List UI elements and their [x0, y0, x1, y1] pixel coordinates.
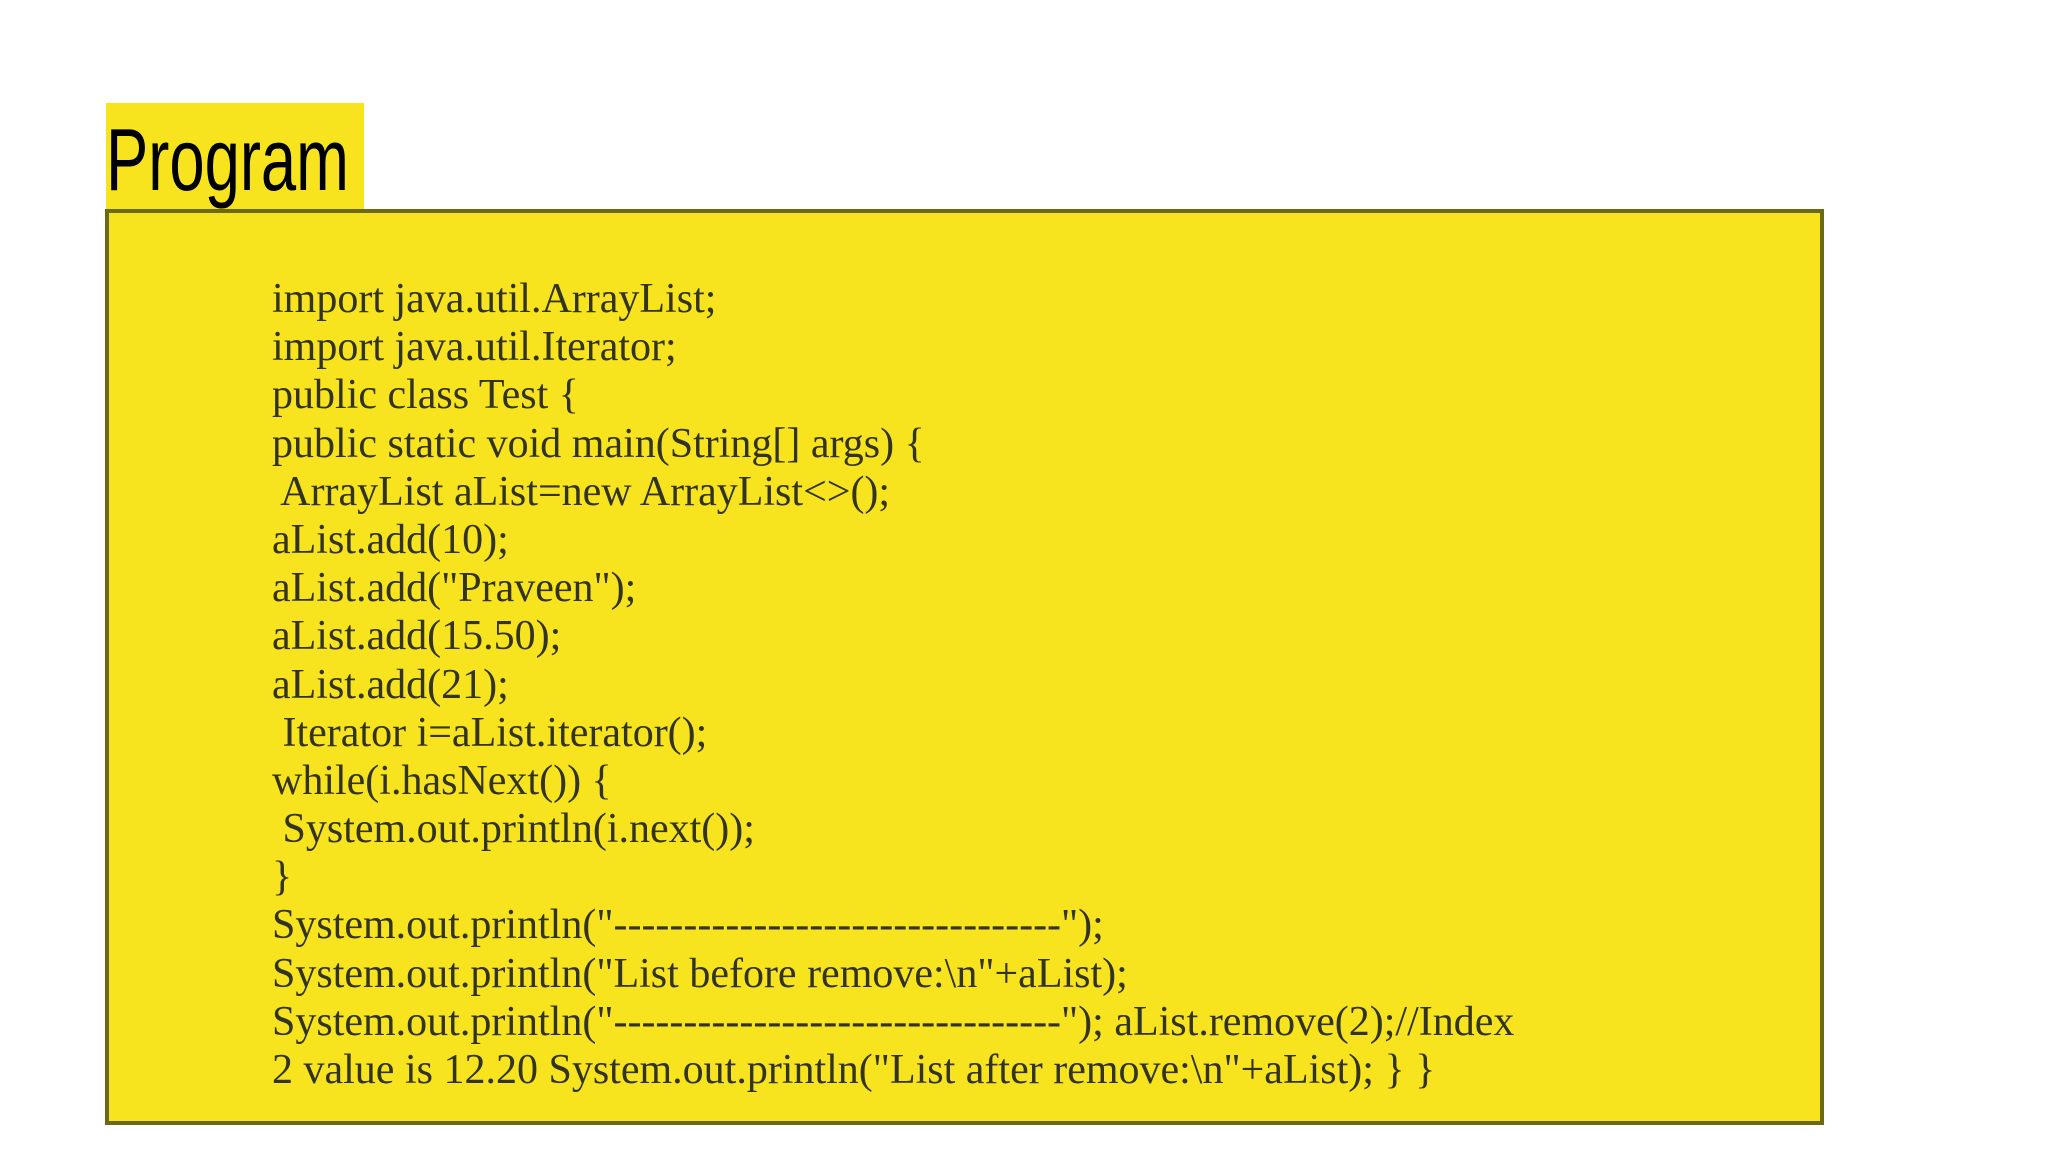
code-line: public static void main(String[] args) { [272, 420, 925, 467]
code-line: System.out.println("--------------------------------"); [272, 902, 1104, 949]
code-block [272, 275, 1752, 1094]
code-line: while(i.hasNext()) { [272, 757, 612, 804]
code-line: Iterator i=aList.iterator(); [272, 709, 708, 756]
code-line: System.out.println("List before remove:\n"+aList); [272, 950, 1128, 997]
code-line: } [272, 854, 293, 901]
code-line: import java.util.Iterator; [272, 324, 677, 371]
code-line: import java.util.ArrayList; [272, 276, 717, 322]
code-line: aList.add(10); [272, 516, 509, 563]
code-line: System.out.println(i.next()); [272, 806, 755, 853]
code-line: 2 value is 12.20 System.out.println("List after remove:\n"+aList); } } [272, 1047, 1436, 1093]
code-line: System.out.println("--------------------------------"); aList.remove(2);//Index [272, 998, 1515, 1045]
code-line: aList.add(21); [272, 661, 509, 708]
slide-title: Program [106, 110, 349, 209]
code-line: ArrayList aList=new ArrayList<>(); [272, 468, 891, 515]
code-line: aList.add(15.50); [272, 613, 562, 660]
code-line: public class Test { [272, 372, 579, 419]
code-line: aList.add("Praveen"); [272, 565, 637, 612]
